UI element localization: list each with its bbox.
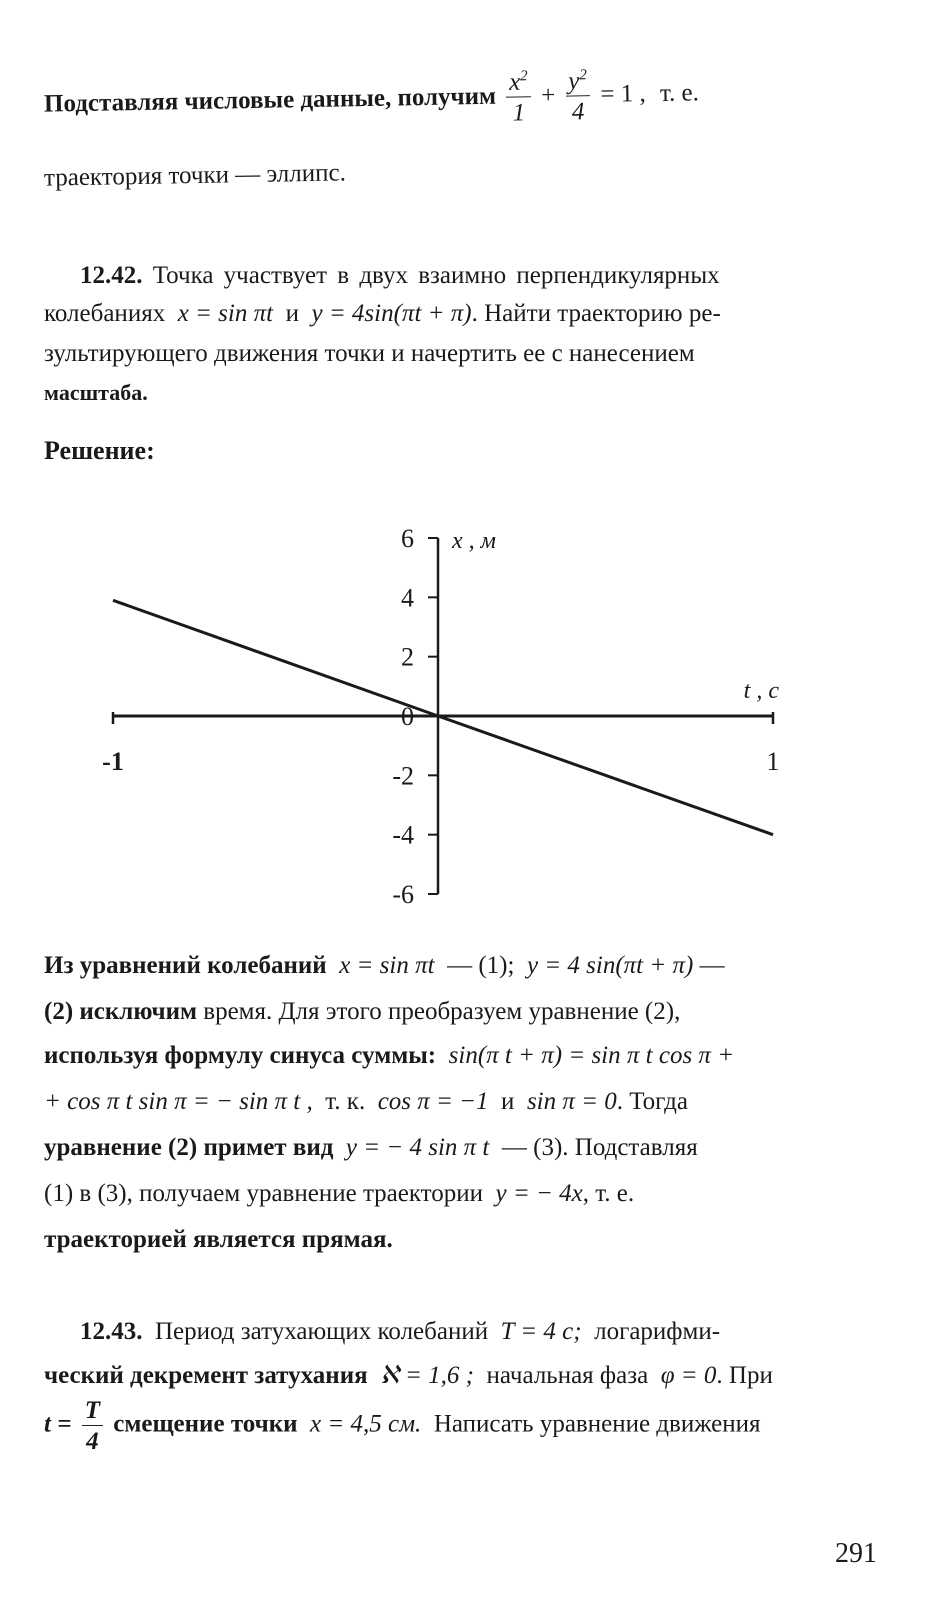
problem-12-42-line3: зультирующего движения точки и начертить ее с нанесением bbox=[44, 340, 695, 367]
y-tick-label: 2 bbox=[401, 642, 414, 672]
chart-axes bbox=[113, 538, 773, 894]
para3-line6: (1) в (3), получаем уравнение траектории y = − 4x, т. е. bbox=[44, 1180, 635, 1207]
fraction-y2-over-4: $\frac{y^2}{4}$ bbox=[565, 68, 591, 125]
problem-12-42-line2: колебаниях x = sin πt и y = 4sin(πt + π). Найти траекторию ре- bbox=[44, 300, 721, 327]
problem-12-42-line1: 12.42. Точка участвует в двух взаимно перпендикулярных bbox=[80, 262, 720, 289]
fraction-x2-over-1: $\frac{x^2}{1}$ bbox=[506, 69, 532, 126]
y-tick-label: 4 bbox=[401, 583, 414, 613]
y-tick-label: -4 bbox=[392, 820, 414, 850]
page-number: 291 bbox=[835, 1538, 877, 1569]
para3-line2: (2) исключим время. Для этого преобразуем уравнение (2), bbox=[44, 998, 681, 1025]
para3-line5: уравнение (2) примет вид y = − 4 sin π t — (3). Подставляя bbox=[44, 1134, 698, 1161]
y-axis-label: x , м bbox=[452, 528, 496, 554]
para3-line4: + cos π t sin π = − sin π t , т. к. cos π = −1 и sin π = 0. Тогда bbox=[44, 1088, 688, 1115]
y-tick-label: -2 bbox=[392, 761, 414, 791]
para1-line2: траектория точки — эллипс. bbox=[43, 159, 347, 192]
y-tick-label: 6 bbox=[401, 524, 414, 553]
para3-line7: траекторией является прямая. bbox=[44, 1226, 393, 1253]
para1-text: Подставляя числовые данные, получим bbox=[43, 82, 497, 118]
y-tick-label: -6 bbox=[392, 880, 414, 909]
problem-12-43-line2: ческий декремент затухания ℵ = 1,6 ; начальная фаза φ = 0. При bbox=[44, 1362, 773, 1389]
para3-line3: используя формулу синуса суммы: sin(π t + π) = sin π t cos π + bbox=[44, 1042, 735, 1069]
solution-heading: Решение: bbox=[44, 436, 155, 465]
x-tick-label: -1 bbox=[102, 747, 124, 776]
trajectory-chart bbox=[0, 510, 951, 920]
y-tick-label: 0 bbox=[401, 702, 414, 731]
problem-number: 12.42. bbox=[80, 262, 143, 289]
problem-12-43-line3: t = $\frac{T}{4}$ смещение точки x = 4,5 см. Написать уравнение движения bbox=[44, 1397, 761, 1455]
problem-12-43-line1: 12.43. Период затухающих колебаний T = 4 с; логарифми- bbox=[80, 1318, 721, 1345]
para1-line1: Подставляя числовые данные, получим $\frac{x^2}{1}$ + $\frac{y^2}{4}$ = 1 , т. е. bbox=[43, 67, 700, 127]
problem-12-42-line4: масштаба. bbox=[44, 380, 148, 405]
x-axis-label: t , с bbox=[743, 678, 779, 704]
fraction-t-over-4: $\frac{T}{4}$ bbox=[82, 1398, 103, 1454]
para3-line1: Из уравнений колебаний x = sin πt — (1); y = 4 sin(πt + π) — bbox=[44, 952, 725, 979]
x-tick-label: 1 bbox=[766, 747, 780, 776]
